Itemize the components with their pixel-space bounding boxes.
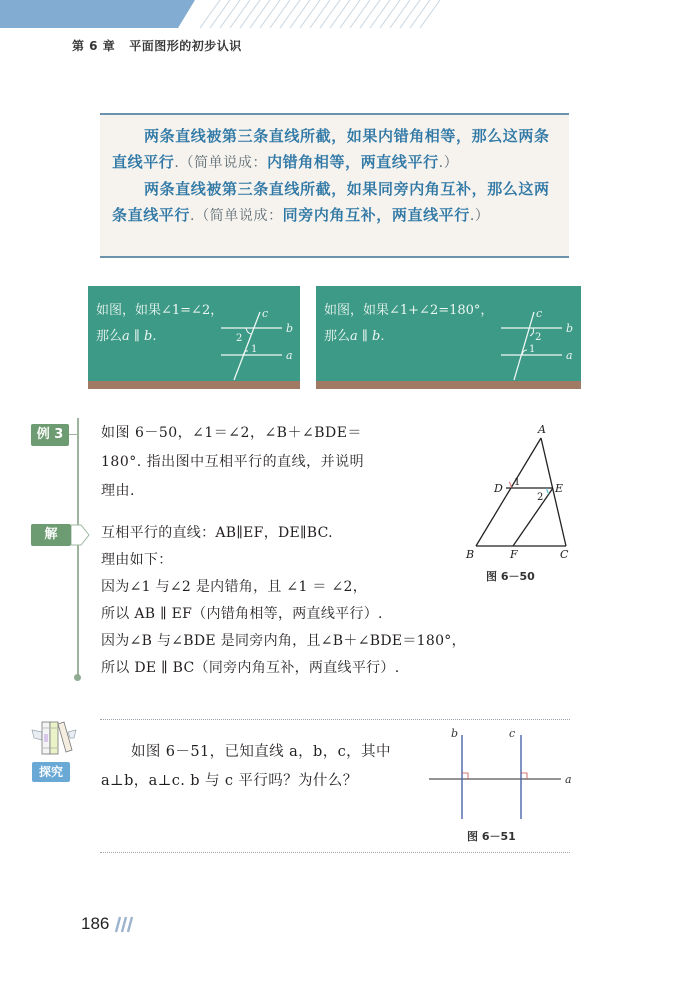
example-guide-tick bbox=[69, 434, 78, 435]
example-problem: 如图 6－50，∠1＝∠2，∠B＋∠BDE＝ 180°. 指出图中互相平行的直线，并说明 理由. bbox=[101, 425, 365, 499]
svg-text:1: 1 bbox=[529, 344, 536, 355]
theorem-same-side-interior: 两条直线被第三条直线所截，如果同旁内角互补，那么这两条直线平行.（简单说成：同旁内角互补，两直线平行.） bbox=[112, 180, 550, 224]
svg-text:2: 2 bbox=[537, 492, 544, 503]
explore-bottom-rule bbox=[100, 852, 570, 853]
blackboard-same-side-interior bbox=[316, 286, 581, 389]
page-number: 186 bbox=[81, 914, 110, 933]
figure-6-50-caption: 图 6－50 bbox=[486, 570, 535, 583]
figure-6-50 bbox=[458, 418, 588, 563]
svg-text:c: c bbox=[536, 307, 543, 320]
chapter-header bbox=[72, 37, 242, 54]
board-line2: 那么a ∥ b. bbox=[96, 329, 157, 344]
svg-text:a: a bbox=[286, 349, 293, 362]
chapter-name: 平面图形的初步认识 bbox=[129, 39, 242, 53]
svg-text:c: c bbox=[509, 727, 516, 740]
explore-problem: 如图 6－51，已知直线 a，b，c，其中 a⊥b，a⊥c. b 与 c 平行吗？为什么？ bbox=[101, 744, 391, 789]
svg-text:2: 2 bbox=[535, 332, 542, 343]
svg-text:2: 2 bbox=[236, 333, 243, 344]
svg-text:a: a bbox=[565, 773, 572, 786]
board-line2: 那么a ∥ b. bbox=[324, 329, 385, 344]
header-banner bbox=[0, 0, 700, 28]
explore-top-rule bbox=[100, 719, 570, 720]
board-diagram-2 bbox=[496, 306, 581, 386]
svg-text:1: 1 bbox=[251, 344, 258, 355]
svg-text:F: F bbox=[510, 548, 518, 561]
theorem-box bbox=[100, 113, 569, 258]
figure-6-51 bbox=[425, 723, 575, 823]
svg-text:b: b bbox=[286, 322, 294, 335]
explore-badge: 探究 bbox=[32, 762, 70, 782]
svg-text:A: A bbox=[538, 423, 546, 436]
solution-badge: 解 bbox=[31, 524, 71, 546]
books-icon bbox=[30, 718, 78, 758]
example-badge: 例 3 bbox=[31, 424, 69, 446]
page-slashes-decoration bbox=[110, 914, 134, 934]
board-line1: 如图，如果∠1=∠2， bbox=[96, 303, 224, 318]
blackboard-inner-alternate bbox=[88, 286, 300, 389]
theorem-inner-alternate: 两条直线被第三条直线所截，如果内错角相等，那么这两条直线平行.（简单说成：内错角相等，两直线平行.） bbox=[112, 127, 550, 171]
svg-text:b: b bbox=[566, 322, 574, 335]
board-diagram-1 bbox=[216, 306, 300, 386]
example-guide-line bbox=[77, 418, 79, 676]
svg-text:1: 1 bbox=[514, 477, 521, 488]
figure-6-51-caption: 图 6－51 bbox=[467, 830, 516, 843]
chapter-label: 第 6 章 bbox=[72, 39, 116, 53]
svg-text:D: D bbox=[494, 482, 503, 495]
svg-text:E: E bbox=[555, 482, 564, 495]
solution-text: 互相平行的直线：AB∥EF，DE∥BC. 理由如下： 因为∠1 与∠2 是内错角，且 ∠1 ＝ ∠2， 所以 AB ∥ EF（内错角相等，两直线平行）. 因为∠B 与∠BDE 是同旁内角，且∠B＋∠BDE＝180°， 所以 DE ∥ BC（同旁内角互补，两直线平行）. bbox=[101, 525, 466, 676]
svg-text:B: B bbox=[466, 548, 475, 561]
svg-text:a: a bbox=[566, 349, 573, 362]
svg-text:b: b bbox=[451, 727, 459, 740]
board-line1: 如图，如果∠1+∠2=180°， bbox=[324, 303, 494, 318]
svg-text:C: C bbox=[560, 548, 569, 561]
solution-arrow-icon bbox=[71, 524, 91, 546]
example-guide-dot bbox=[74, 674, 81, 681]
svg-text:c: c bbox=[262, 307, 269, 320]
